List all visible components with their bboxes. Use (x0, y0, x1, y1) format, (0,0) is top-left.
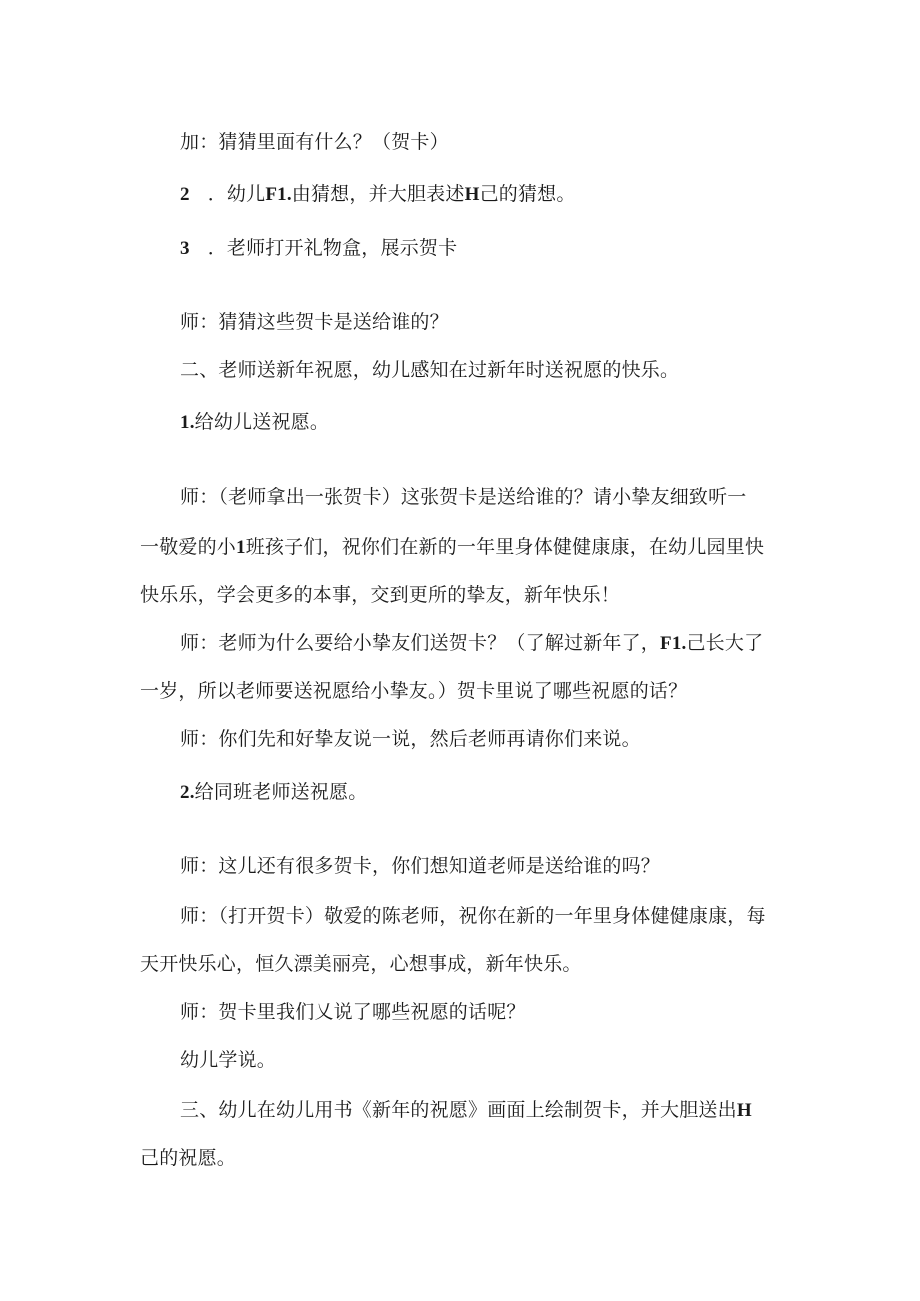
text-line: 一敬爱的小1班孩子们，祝你们在新的一年里身体健健康康，在幼儿园里快 (140, 536, 765, 558)
text-line: 1.给幼儿送祝愿。 (180, 411, 330, 433)
text-line: 师：（打开贺卡）敬爱的陈老师，祝你在新的一年里身体健健康康，每 (180, 905, 766, 927)
text-line: 2 ．幼儿F1.由猜想，并大胆表述H己的猜想。 (180, 183, 576, 205)
text-line: 师：老师为什么要给小挚友们送贺卡？（了解过新年了，F1.己长大了 (180, 632, 764, 654)
section-heading: 二、老师送新年祝愿，幼儿感知在过新年时送祝愿的快乐。 (180, 359, 680, 381)
text-line: 快乐乐，学会更多的本事，交到更所的挚友，新年快乐！ (140, 584, 621, 606)
text-line: 加：猜猜里面有什么？（贺卡） (180, 131, 449, 153)
section-heading: 三、幼儿在幼儿用书《新年的祝愿》画面上绘制贺卡，并大胆送出H (180, 1099, 752, 1121)
text-line: 师：贺卡里我们乂说了哪些祝愿的话呢？ (180, 1001, 526, 1023)
text-line: 师：你们先和好挚友说一说，然后老师再请你们来说。 (180, 728, 641, 750)
text-line: 师：猜猜这些贺卡是送给谁的？ (180, 311, 449, 333)
text-line: 2.给同班老师送祝愿。 (180, 781, 368, 803)
text-line: 师：（老师拿出一张贺卡）这张贺卡是送给谁的？请小挚友细致听一 (180, 486, 747, 508)
text-line: 3 ．老师打开礼物盒，展示贺卡 (180, 237, 458, 259)
text-line: 师：这儿还有很多贺卡，你们想知道老师是送给谁的吗？ (180, 855, 661, 877)
text-line: 天开快乐心，恒久漂美丽亮，心想事成，新年快乐。 (140, 953, 582, 975)
text-line: 己的祝愿。 (140, 1147, 237, 1169)
text-line: 一岁，所以老师要送祝愿给小挚友。）贺卡里说了哪些祝愿的话？ (140, 680, 688, 702)
text-line: 幼儿学说。 (180, 1049, 277, 1071)
